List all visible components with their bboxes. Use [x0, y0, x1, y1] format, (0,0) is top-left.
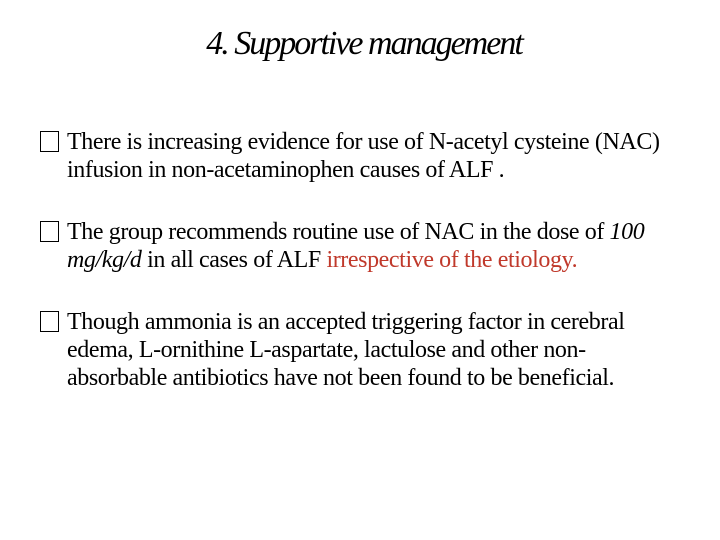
highlight-text: irrespective of the etiology.	[326, 247, 578, 273]
bullet-text-prefix: The group recommends routine use of NAC in the dose of	[67, 219, 610, 245]
slide-title: 4. Supportive management	[206, 25, 522, 62]
square-bullet-icon	[40, 221, 59, 242]
bullet-item-nac-recommendation	[40, 218, 680, 274]
square-bullet-icon	[40, 311, 59, 332]
dose-text: 100 mg/kg/d	[67, 219, 645, 273]
bullet-item-nac-evidence	[40, 128, 680, 184]
square-bullet-icon	[40, 131, 59, 152]
bullet-list	[40, 128, 680, 426]
bullet-item-ammonia	[40, 308, 680, 392]
bullet-text: There is increasing evidence for use of N-acetyl cysteine (NAC) infusion in non-acetaminophen causes of ALF .	[67, 129, 660, 183]
bullet-text: Though ammonia is an accepted triggering factor in cerebral edema, L-ornithine L-aspartate, lactulose and other non-absorbable antibiotics have not been found to be beneficial.	[67, 309, 625, 391]
bullet-text-middle: in all cases of ALF	[141, 247, 327, 273]
